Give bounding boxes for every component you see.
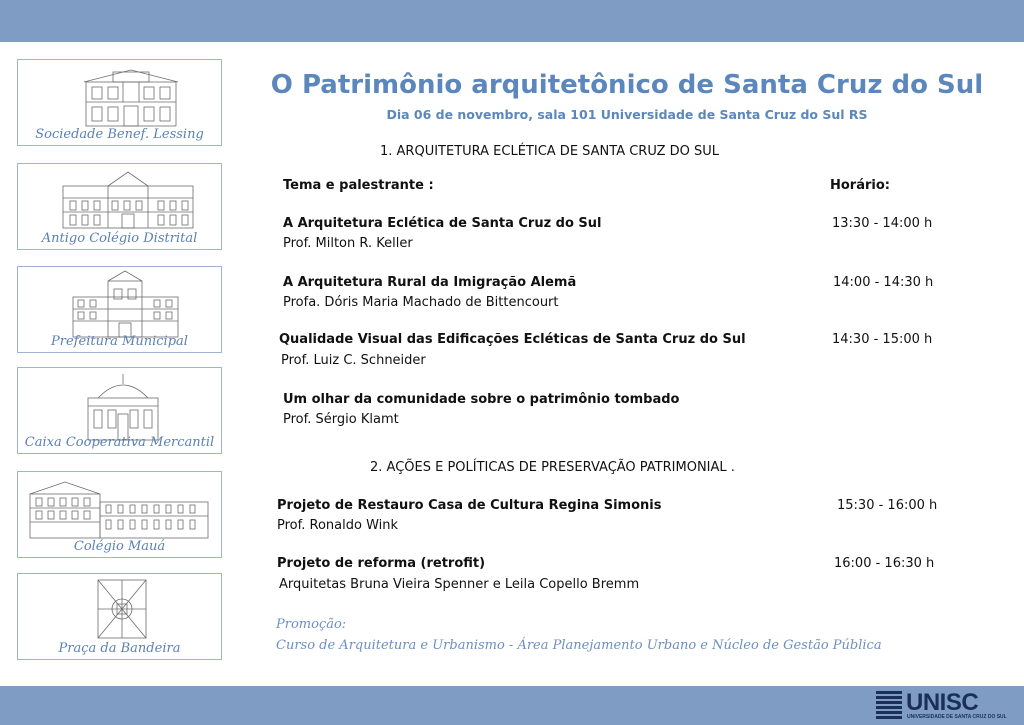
section-heading-1: 1. ARQUITETURA ECLÉTICA DE SANTA CRUZ DO SUL bbox=[380, 144, 720, 159]
logo-subtitle: UNIVERSIDADE DE SANTA CRUZ DO SUL bbox=[907, 714, 1007, 720]
card-caption: Sociedade Benef. Lessing bbox=[35, 127, 204, 142]
talk-speaker: Prof. Luiz C. Schneider bbox=[281, 353, 426, 368]
talk-title: Projeto de Restauro Casa de Cultura Regina Simonis bbox=[277, 498, 662, 513]
talk-speaker: Prof. Ronaldo Wink bbox=[277, 518, 399, 533]
talk-time: 16:00 - 16:30 h bbox=[834, 556, 935, 571]
card-colegio-maua bbox=[17, 471, 222, 558]
card-caption: Caixa Cooperativa Mercantil bbox=[24, 435, 215, 450]
card-antigo-colegio bbox=[17, 163, 222, 250]
talk-speaker: Profa. Dóris Maria Machado de Bittencourt bbox=[283, 295, 559, 310]
talk-speaker: Prof. Milton R. Keller bbox=[283, 236, 413, 251]
talk-time: 13:30 - 14:00 h bbox=[832, 216, 933, 231]
talk-title: A Arquitetura Eclética de Santa Cruz do Sul bbox=[283, 216, 602, 231]
promotion-label: Promoção: bbox=[276, 617, 347, 632]
bottom-band bbox=[0, 686, 1024, 725]
talk-title: Um olhar da comunidade sobre o patrimônio tombado bbox=[283, 392, 680, 407]
talk-speaker: Prof. Sérgio Klamt bbox=[283, 412, 399, 427]
talk-time: 14:30 - 15:00 h bbox=[832, 332, 933, 347]
page-title: O Patrimônio arquitetônico de Santa Cruz do Sul bbox=[270, 70, 984, 100]
logo-name: UNISC bbox=[906, 689, 979, 716]
talk-title: A Arquitetura Rural da Imigração Alemã bbox=[283, 275, 577, 290]
card-caption: Prefeitura Municipal bbox=[51, 334, 188, 349]
unisc-logo bbox=[876, 689, 1016, 722]
talk-title: Projeto de reforma (retrofit) bbox=[277, 556, 486, 571]
column-header-theme: Tema e palestrante : bbox=[283, 178, 434, 193]
card-prefeitura bbox=[17, 266, 222, 353]
card-caixa-cooperativa bbox=[17, 367, 222, 454]
card-sociedade-lessing bbox=[17, 59, 222, 146]
card-caption: Antigo Colégio Distrital bbox=[41, 231, 198, 246]
column-header-time: Horário: bbox=[830, 178, 890, 193]
talk-time: 14:00 - 14:30 h bbox=[833, 275, 934, 290]
card-praca-bandeira bbox=[17, 573, 222, 660]
section-heading-2: 2. AÇÕES E POLÍTICAS DE PRESERVAÇÃO PATRIMONIAL . bbox=[370, 460, 735, 475]
top-band bbox=[0, 0, 1024, 42]
talk-speaker: Arquitetas Bruna Vieira Spenner e Leila Copello Bremm bbox=[279, 577, 640, 592]
card-caption: Praça da Bandeira bbox=[58, 641, 181, 656]
unisc-mark-icon bbox=[876, 691, 904, 721]
talk-time: 15:30 - 16:00 h bbox=[837, 498, 938, 513]
promotion-text: Curso de Arquitetura e Urbanismo - Área Planejamento Urbano e Núcleo de Gestão Pública bbox=[276, 638, 882, 653]
page-subtitle: Dia 06 de novembro, sala 101 Universidade de Santa Cruz do Sul RS bbox=[386, 107, 868, 122]
card-caption: Colégio Mauá bbox=[73, 539, 166, 554]
talk-title: Qualidade Visual das Edificações Ecléticas de Santa Cruz do Sul bbox=[279, 332, 746, 347]
